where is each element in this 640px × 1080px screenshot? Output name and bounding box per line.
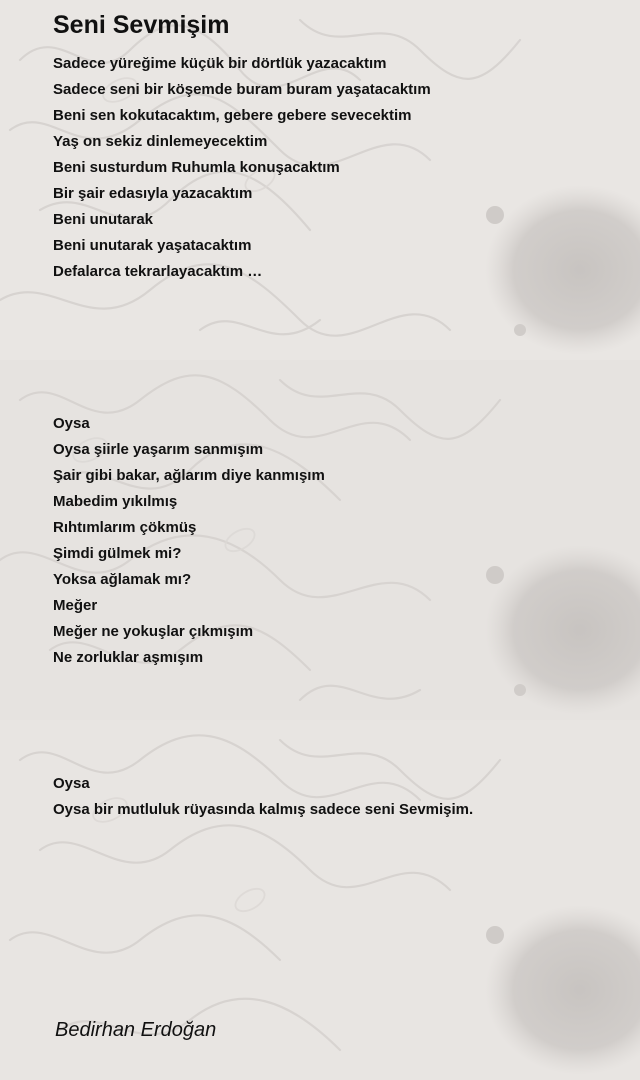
stanza-3	[53, 771, 473, 823]
poem-line: Oysa şiirle yaşarım sanmışım	[53, 441, 264, 458]
poem-line: Meğer ne yokuşlar çıkmışım	[53, 623, 254, 640]
poem-line: Şimdi gülmek mi?	[53, 545, 182, 562]
poem-line: Sadece seni bir köşemde buram buram yaşatacaktım	[53, 81, 431, 98]
poem-line: Mabedim yıkılmış	[53, 493, 178, 510]
poem-line: Defalarca tekrarlayacaktım …	[53, 263, 263, 280]
poem-line: Bir şair edasıyla yazacaktım	[53, 185, 253, 202]
poem-line: Ne zorluklar aşmışım	[53, 649, 204, 666]
poem-line: Beni sen kokutacaktım, gebere gebere sevecektim	[53, 107, 412, 124]
stanza-2	[53, 411, 325, 671]
poem-author: Bedirhan Erdoğan	[55, 1019, 217, 1041]
poem-line: Oysa bir mutluluk rüyasında kalmış sadece seni Sevmişim.	[53, 801, 474, 818]
poem-line: Rıhtımlarım çökmüş	[53, 519, 197, 536]
poem-line: Oysa	[53, 775, 90, 792]
poem-line: Oysa	[53, 415, 90, 432]
poem-line: Beni susturdum Ruhumla konuşacaktım	[53, 159, 340, 176]
poem-line: Beni unutarak	[53, 211, 154, 228]
poem-line: Meğer	[53, 597, 98, 614]
poem-line: Beni unutarak yaşatacaktım	[53, 237, 252, 254]
stanza-1	[53, 51, 431, 285]
poem-line: Sadece yüreğime küçük bir dörtlük yazacaktım	[53, 55, 387, 72]
poem-line: Yaş on sekiz dinlemeyecektim	[53, 133, 268, 150]
poem-line: Şair gibi bakar, ağlarım diye kanmışım	[53, 467, 325, 484]
poem-line: Yoksa ağlamak mı?	[53, 571, 192, 588]
poem-title: Seni Sevmişim	[53, 11, 230, 39]
